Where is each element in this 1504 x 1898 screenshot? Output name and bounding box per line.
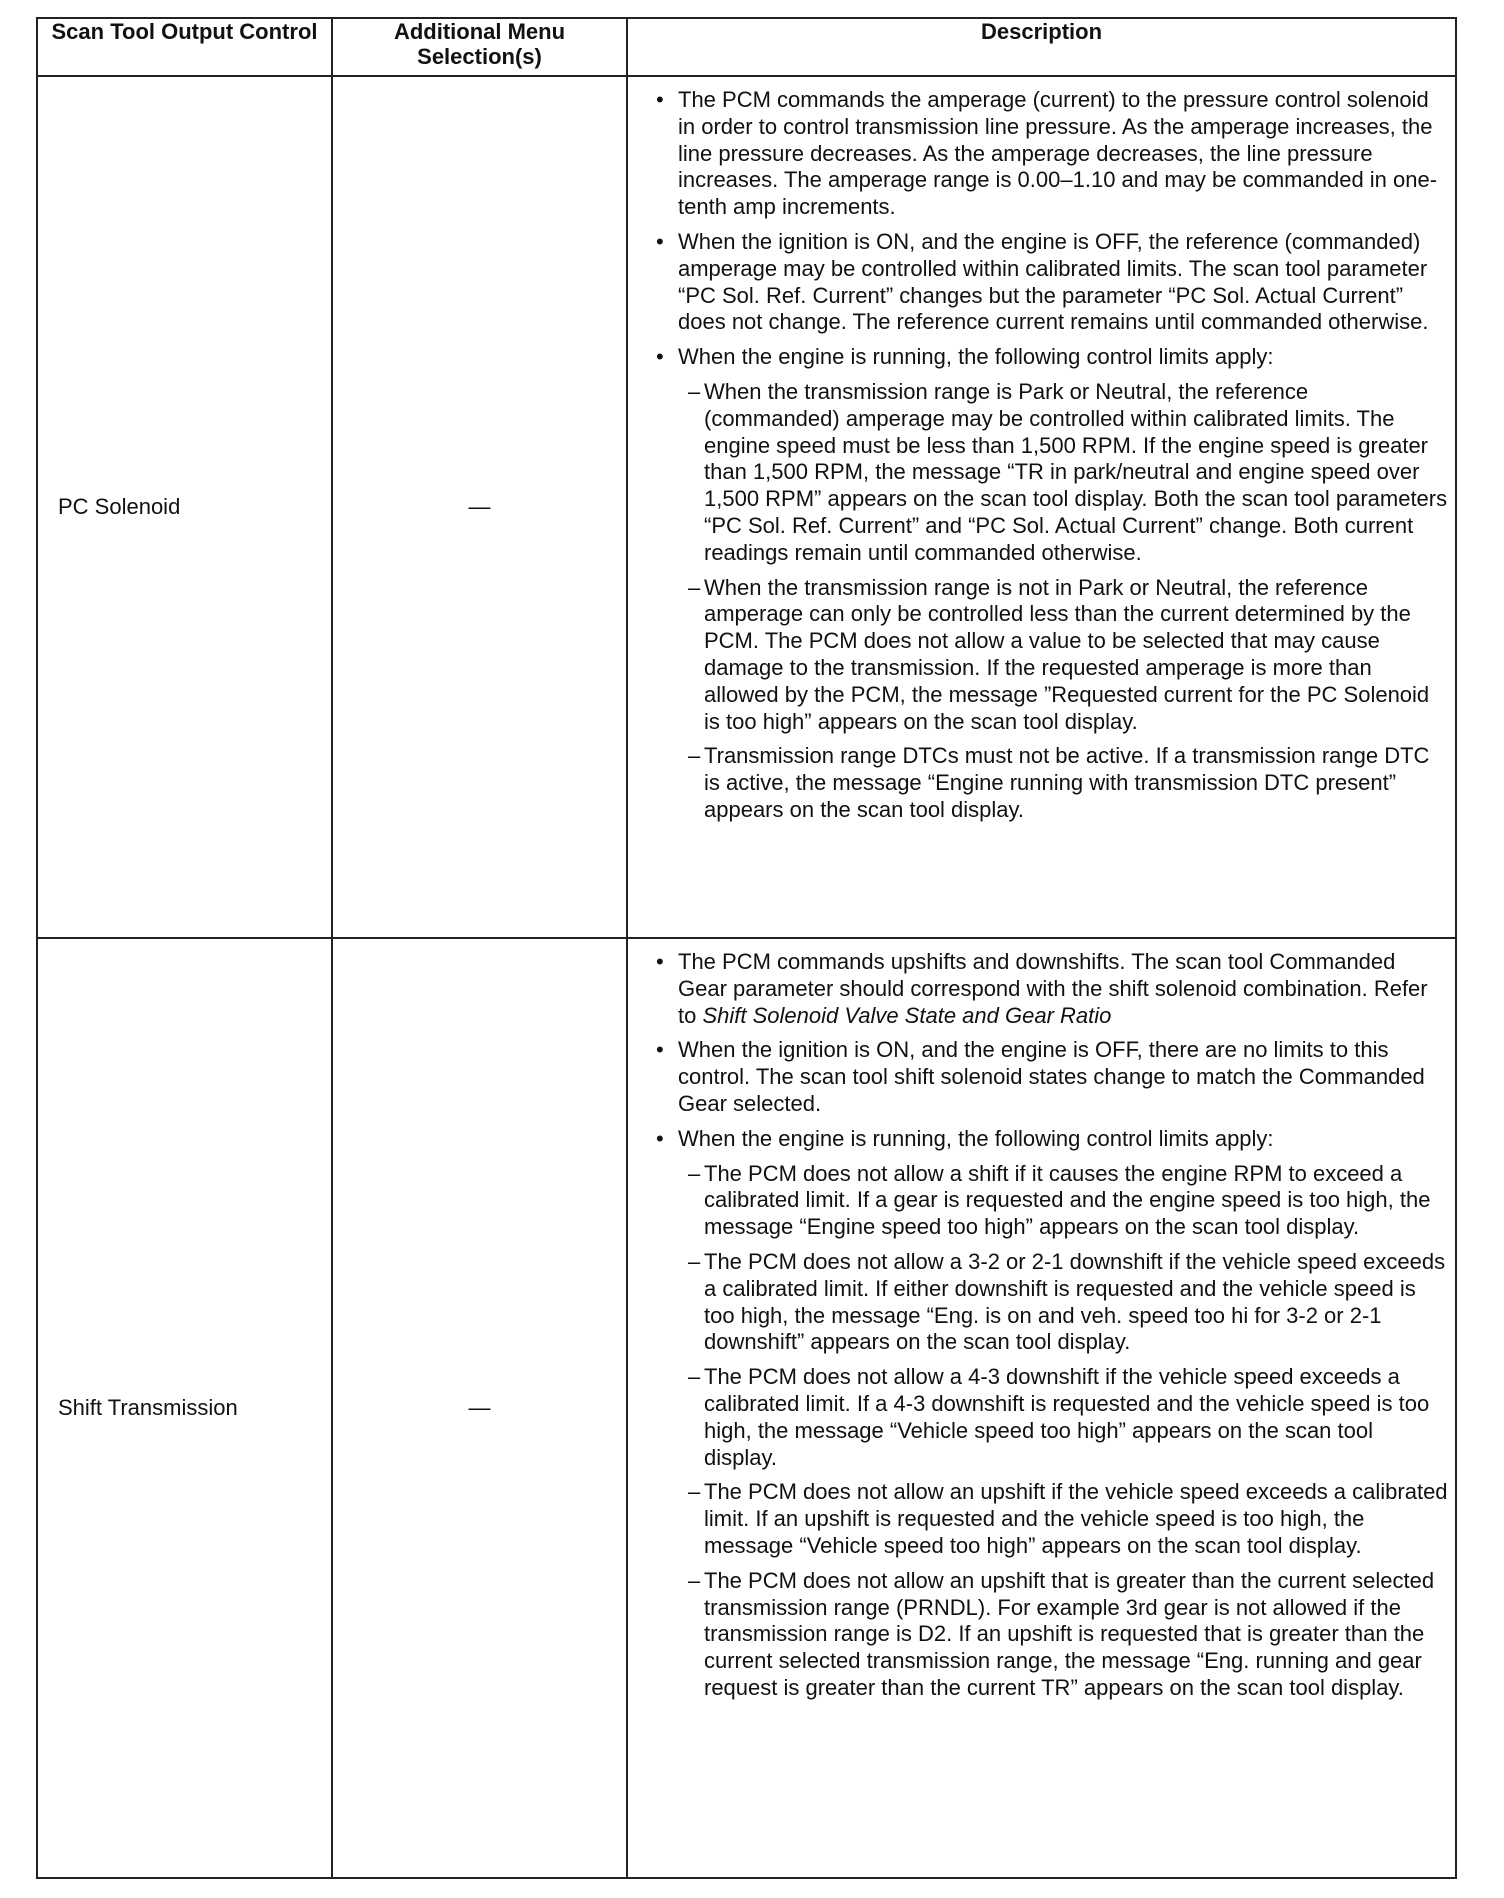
sub-item: – Transmission range DTCs must not be active. If a transmission range DTC is active, the message “Engine running with transmission DTC present” appears on the scan tool display. [688,743,1430,822]
sub-item: – The PCM does not allow a shift if it causes the engine RPM to exceed a calibrated limit. If a gear is requested and the engine speed is too high, the message “Engine speed too high” appears on the scan tool display. [688,1160,1431,1240]
output-control-table [36,17,1457,1879]
sub-item-text: When the transmission range is Park or Neutral, the reference (commanded) amperage may be controlled within calibrated limits. The engine speed must be less than 1,500 RPM. If the engine speed is greater than 1,500 RPM, the message “TR in park/neutral and engine speed over 1,500 RPM” appears on the scan tool display. Both the scan tool parameters “PC Sol. Ref. Current” and “PC Sol. Actual Current” change. Both current readings remain until commanded otherwise. [704,378,1448,565]
row-description [627,938,1456,1878]
row-label: PC Solenoid [37,76,332,938]
sub-item-text: The PCM does not allow an upshift if the vehicle speed exceeds a calibrated limit. If an upshift is requested and the vehicle speed is too high, the message “Vehicle speed too high” appears on the scan tool display. [704,1479,1448,1558]
sub-item-text: The PCM does not allow an upshift that is greater than the current selected transmission range (PRNDL). For example 3rd gear is not allowed if the transmission range is D2. If an upshift is requested that is greater than the current selected transmission range, the message “Eng. running and gear request is greater than the current TR” appears on the scan tool display. [704,1567,1435,1700]
bullet-item: • When the engine is running, the following control limits apply: [654,1126,1449,1153]
sub-item: – The PCM does not allow an upshift if the vehicle speed exceeds a calibrated limit. If an upshift is requested and the vehicle speed is too high, the message “Vehicle speed too high” appears on the scan tool display. [688,1479,1448,1558]
bullet-item: • When the ignition is ON, and the engine is OFF, there are no limits to this control. The scan tool shift solenoid states change to match the Commanded Gear selected. [654,1037,1449,1117]
sub-item-text: When the transmission range is not in Park or Neutral, the reference amperage can only be controlled less than the current determined by the PCM. The PCM does not allow a value to be selected that may cause damage to the transmission. If the requested amperage is more than allowed by the PCM, the message ”Requested current for the PC Solenoid is too high” appears on the scan tool display. [704,574,1430,734]
sub-item: – When the transmission range is Park or Neutral, the reference (commanded) amperage may be controlled within calibrated limits. The engine speed must be less than 1,500 RPM. If the engine speed is greater than 1,500 RPM, the message “TR in park/neutral and engine speed over 1,500 RPM” appears on the scan tool display. Both the scan tool parameters “PC Sol. Ref. Current” and “PC Sol. Actual Current” change. Both current readings remain until commanded otherwise. [688,378,1448,565]
row-description [627,76,1456,938]
sub-item-text: The PCM does not allow a shift if it causes the engine RPM to exceed a calibrated limit. If a gear is requested and the engine speed is too high, the message “Engine speed too high” appears on the scan tool display. [704,1160,1431,1240]
sub-item: – The PCM does not allow a 3-2 or 2-1 downshift if the vehicle speed exceeds a calibrated limit. If either downshift is requested and the vehicle speed is too high, the message “Eng. is on and veh. speed too hi for 3-2 or 2-1 downshift” appears on the scan tool display. [688,1248,1446,1355]
bullet-item: • When the engine is running, the following control limits apply: [654,344,1449,371]
sub-item-text: Transmission range DTCs must not be active. If a transmission range DTC is active, the message “Engine running with transmission DTC present” appears on the scan tool display. [704,743,1430,822]
sub-item-text: The PCM does not allow a 3-2 or 2-1 downshift if the vehicle speed exceeds a calibrated limit. If either downshift is requested and the vehicle speed is too high, the message “Eng. is on and veh. speed too hi for 3-2 or 2-1 downshift” appears on the scan tool display. [704,1248,1446,1355]
header-description: Description [627,18,1456,76]
table-row-pc-solenoid [37,76,1456,938]
bullet-item: • The PCM commands the amperage (current) to the pressure control solenoid in order to control transmission line pressure. As the amperage increases, the line pressure decreases. As the amperage decreases, the line pressure increases. The amperage range is 0.00–1.10 and may be commanded in one-tenth amp increments. [654,87,1449,221]
header-row [37,18,1456,76]
bullet-text: The PCM commands upshifts and downshifts. The scan tool Commanded Gear parameter should correspond with the shift solenoid combination. Refer to [678,949,1428,1028]
sub-item: – The PCM does not allow an upshift that is greater than the current selected transmission range (PRNDL). For example 3rd gear is not allowed if the transmission range is D2. If an upshift is requested that is greater than the current selected transmission range, the message “Eng. running and gear request is greater than the current TR” appears on the scan tool display. [688,1567,1435,1700]
bullet-item: • When the ignition is ON, and the engine is OFF, the reference (commanded) amperage may be controlled within calibrated limits. The scan tool parameter “PC Sol. Ref. Current” changes but the parameter “PC Sol. Actual Current” does not change. The reference current remains until commanded otherwise. [654,229,1449,336]
table-row-shift-transmission [37,938,1456,1878]
bullet-item [654,949,1449,1029]
sub-item: – The PCM does not allow a 4-3 downshift if the vehicle speed exceeds a calibrated limit. If a 4-3 downshift is requested and the vehicle speed is too high, the message “Vehicle speed too high” appears on the scan tool display. [688,1364,1430,1470]
header-menu-selection: Additional Menu Selection(s) [332,18,627,76]
header-output-control: Scan Tool Output Control [37,18,332,76]
cross-reference: Shift Solenoid Valve State and Gear Ratio [702,1002,1112,1028]
sub-item-text: The PCM does not allow a 4-3 downshift if the vehicle speed exceeds a calibrated limit. If a 4-3 downshift is requested and the vehicle speed is too high, the message “Vehicle speed too high” appears on the scan tool display. [704,1364,1430,1470]
sub-item: – When the transmission range is not in Park or Neutral, the reference amperage can only be controlled less than the current determined by the PCM. The PCM does not allow a value to be selected that may cause damage to the transmission. If the requested amperage is more than allowed by the PCM, the message ”Requested current for the PC Solenoid is too high” appears on the scan tool display. [688,574,1430,734]
row-selection: — [332,938,627,1878]
row-label: Shift Transmission [37,938,332,1878]
row-selection: — [332,76,627,938]
